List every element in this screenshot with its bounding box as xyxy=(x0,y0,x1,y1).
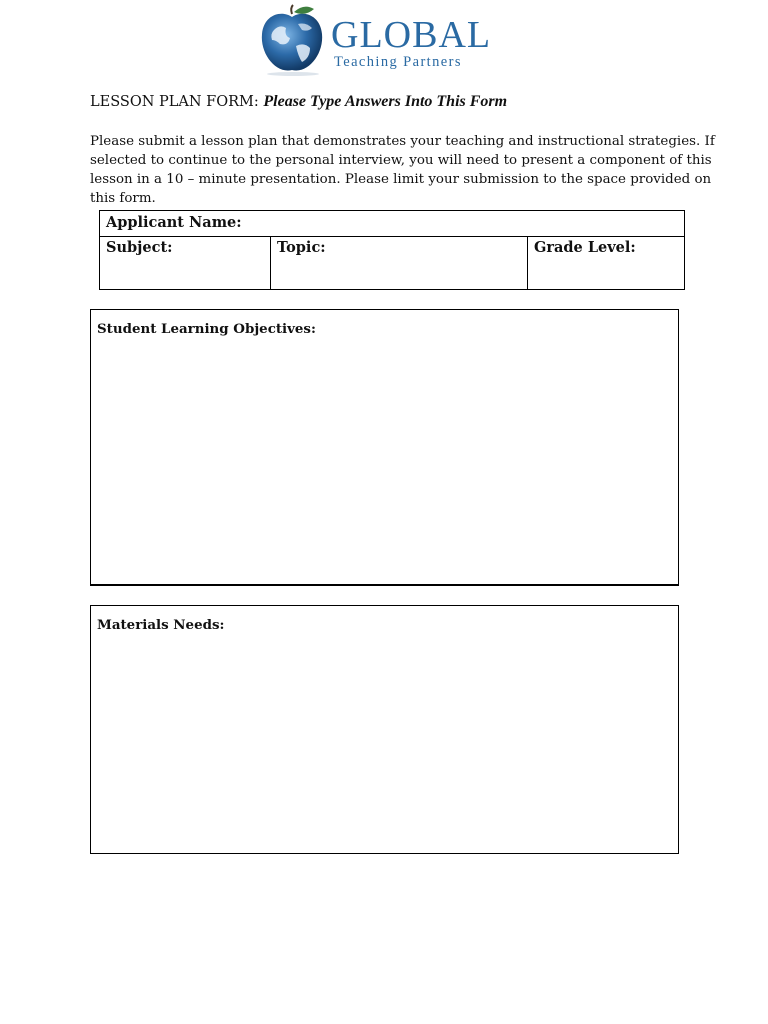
grade-level-label: Grade Level: xyxy=(534,239,636,256)
topic-field[interactable] xyxy=(271,237,528,289)
form-title-prefix: LESSON PLAN FORM: xyxy=(90,94,259,110)
apple-globe-icon xyxy=(254,4,332,76)
learning-objectives-field[interactable] xyxy=(90,309,679,586)
grade-level-field[interactable] xyxy=(528,237,684,289)
form-title xyxy=(90,93,507,111)
intro-paragraph: Please submit a lesson plan that demonstrates your teaching and instructional strategies. If selected to continue to the personal interview, you will need to present a component of this lesson in a 10 – minute presentation. Please limit your submission to the space provided on this form. xyxy=(90,134,715,206)
materials-needs-label: Materials Needs: xyxy=(97,617,225,633)
applicant-name-field[interactable] xyxy=(100,211,684,237)
logo-wordmark: GLOBAL xyxy=(331,14,492,56)
logo-tagline: Teaching Partners xyxy=(334,54,462,70)
subject-field[interactable] xyxy=(100,237,271,289)
applicant-name-label: Applicant Name: xyxy=(106,214,242,231)
subject-topic-grade-row xyxy=(100,237,684,289)
subject-label: Subject: xyxy=(106,239,173,256)
form-title-instruction: Please Type Answers Into This Form xyxy=(263,93,508,110)
learning-objectives-label: Student Learning Objectives: xyxy=(97,321,316,337)
global-teaching-partners-logo xyxy=(254,4,492,76)
topic-label: Topic: xyxy=(277,239,326,256)
applicant-info-table xyxy=(99,210,685,290)
materials-needs-field[interactable] xyxy=(90,605,679,854)
